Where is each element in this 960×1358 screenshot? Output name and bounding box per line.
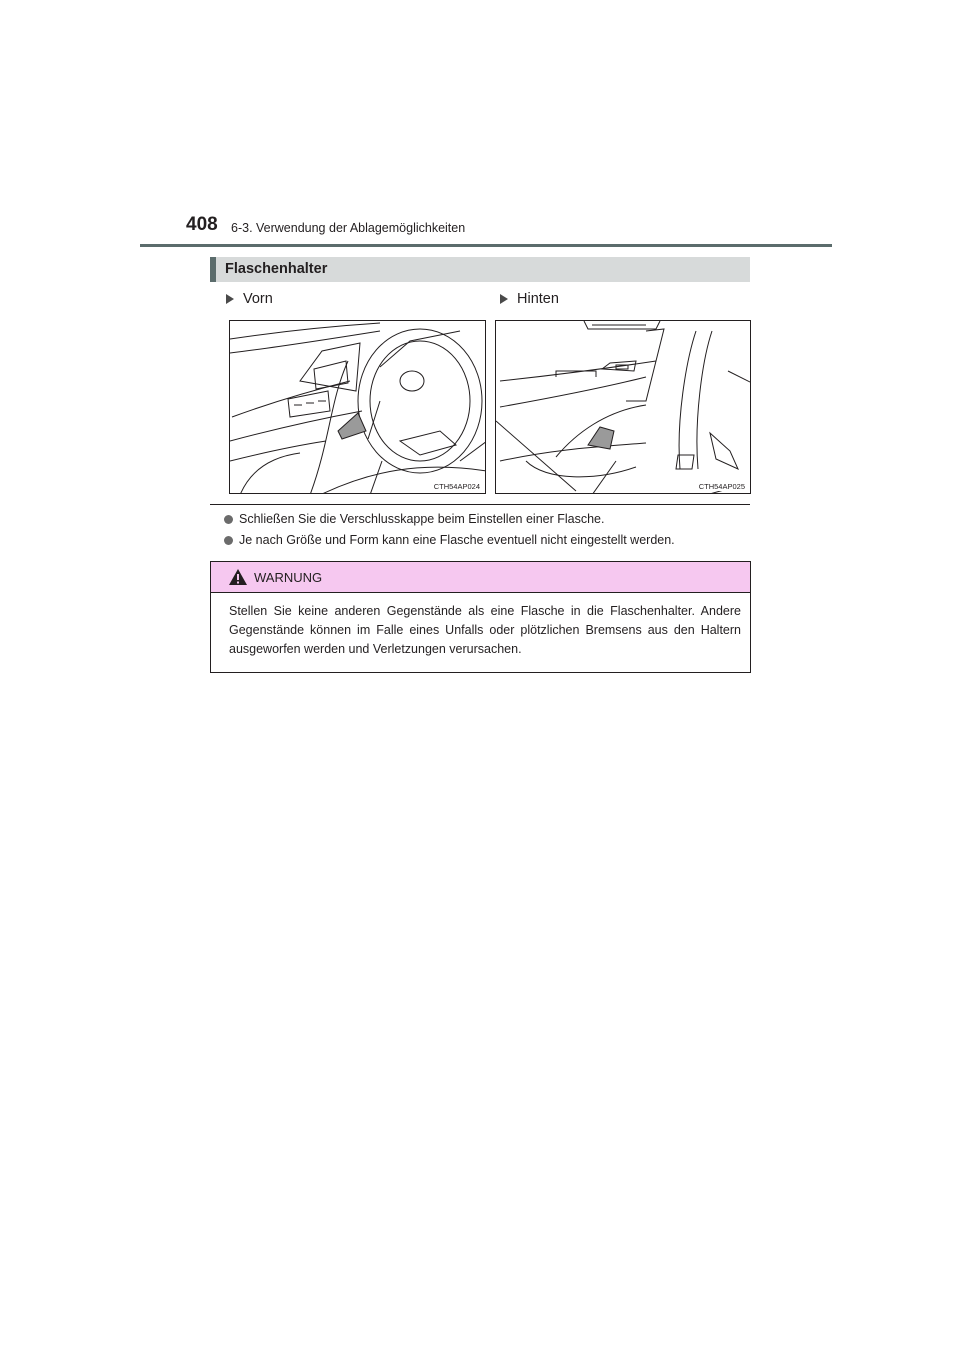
divider [210, 504, 750, 505]
caption-front [226, 291, 273, 307]
warning-header [211, 562, 750, 593]
front-bottle-holder-illustration [230, 321, 486, 494]
warning-label: WARNUNG [254, 570, 323, 585]
bullet-dot-icon [224, 515, 233, 524]
caption-rear-label: Hinten [517, 291, 559, 307]
section-heading [210, 257, 750, 282]
figure-code: CTH54AP025 [698, 482, 745, 491]
triangle-bullet-icon [226, 294, 234, 304]
warning-text: Stellen Sie keine anderen Gegenstände als eine Flasche in die Flaschenhalter. Andere Gegenstände können im Falle eines Unfalls oder plötzlichen Bremsens aus den Haltern ausgeworfen werden und Verletzungen verursachen. [229, 604, 741, 656]
list-item-text: Je nach Größe und Form kann eine Flasche eventuell nicht eingestellt werden. [239, 533, 675, 547]
list-item [224, 533, 675, 547]
triangle-bullet-icon [500, 294, 508, 304]
caption-front-label: Vorn [243, 291, 273, 307]
chapter-title: 6-3. Verwendung der Ablagemöglichkeiten [231, 221, 466, 235]
list-item [224, 512, 604, 526]
warning-box [210, 561, 751, 673]
section-marker [210, 257, 216, 282]
warning-triangle-icon [228, 568, 248, 586]
page-number: 408 [186, 214, 218, 235]
list-item-text: Schließen Sie die Verschlusskappe beim Einstellen einer Flasche. [239, 512, 605, 526]
caption-rear [500, 291, 559, 307]
section-title: Flaschenhalter [225, 261, 328, 277]
header-rule [140, 244, 832, 247]
figure-front [229, 320, 486, 494]
figure-code: CTH54AP024 [433, 482, 480, 491]
figure-rear [495, 320, 751, 494]
bullet-dot-icon [224, 536, 233, 545]
rear-bottle-holder-illustration [496, 321, 751, 494]
